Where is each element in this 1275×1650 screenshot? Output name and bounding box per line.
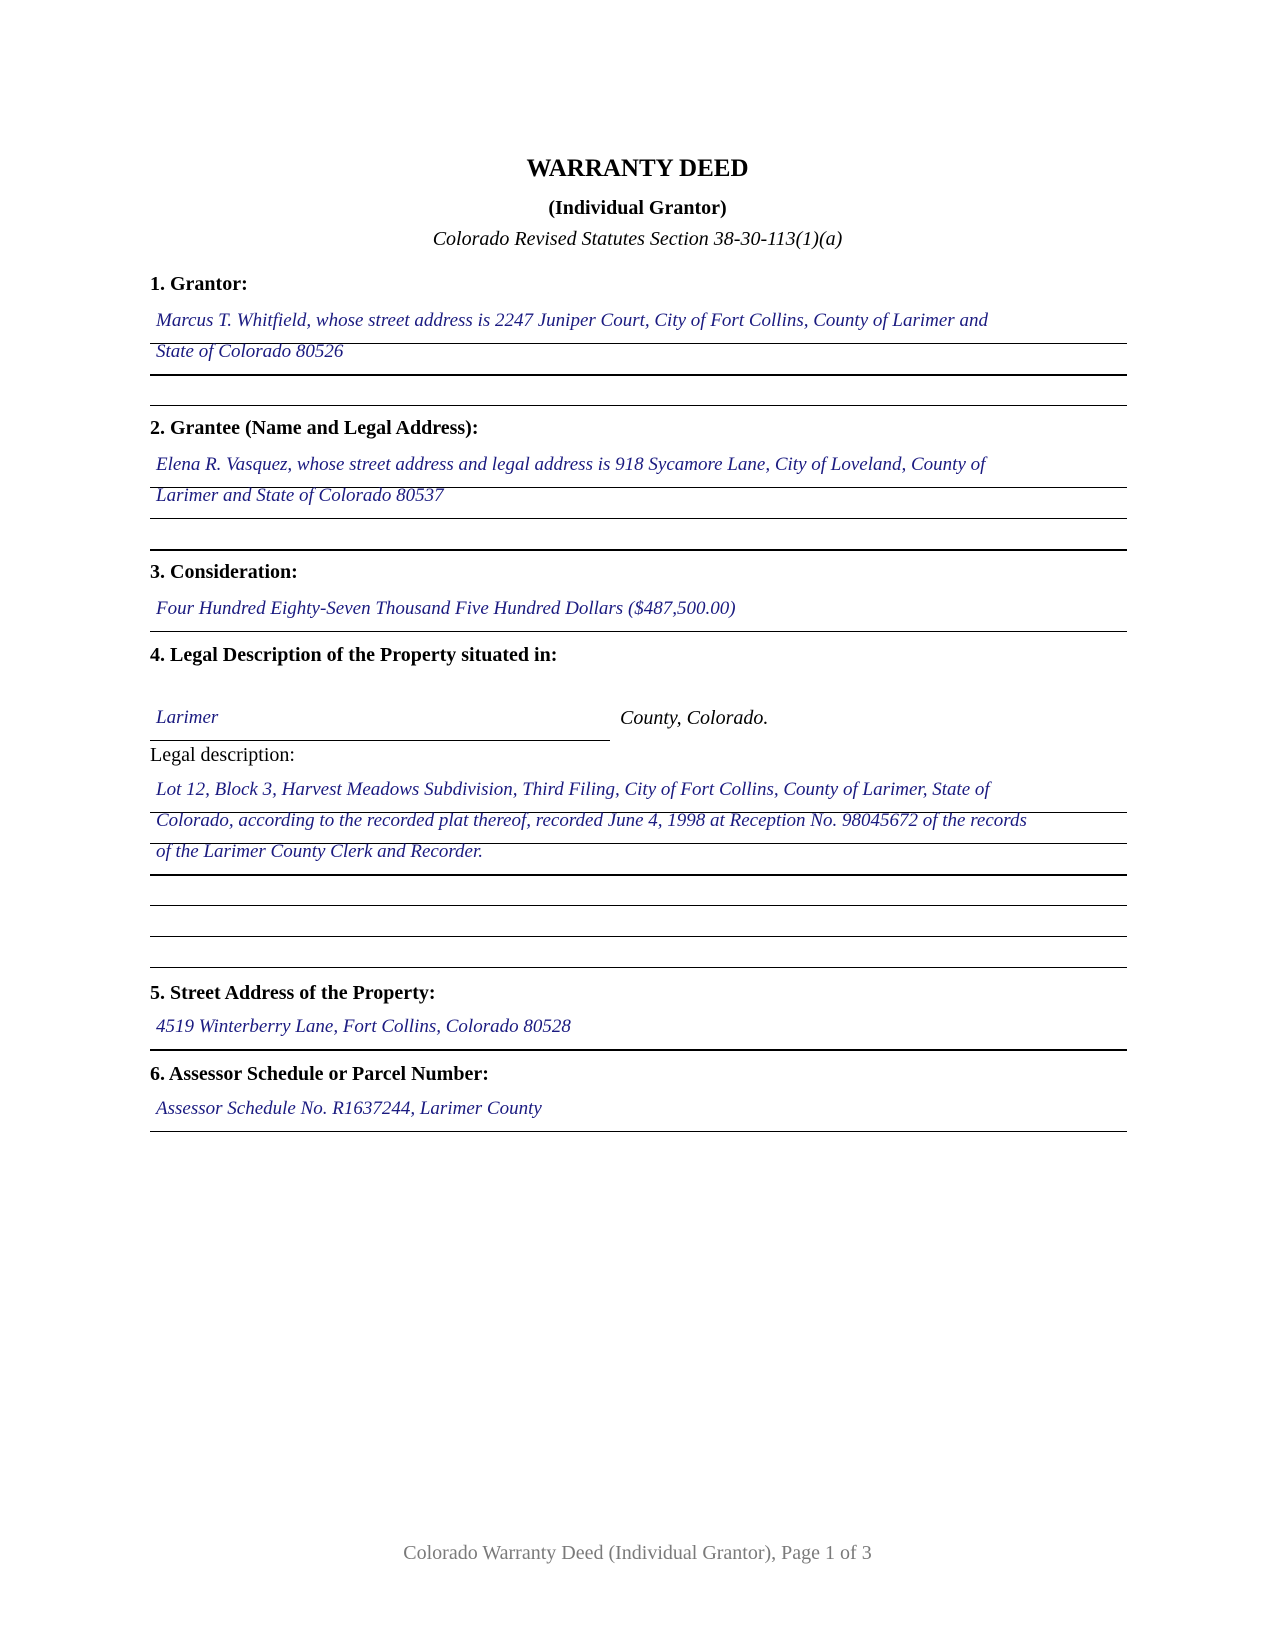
parcel-rule: [150, 1131, 1127, 1132]
county-suffix: County, Colorado.: [620, 707, 769, 729]
legal-description-rule-4: [150, 905, 1127, 906]
legal-description-line-3[interactable]: of the Larimer County Clerk and Recorder.: [156, 841, 484, 862]
street-address-rule: [150, 1049, 1127, 1051]
consideration-heading: 3. Consideration:: [150, 561, 298, 583]
consideration-value[interactable]: Four Hundred Eighty-Seven Thousand Five Hundred Dollars ($487,500.00): [156, 598, 736, 619]
document-title: WARRANTY DEED: [526, 155, 749, 182]
legal-description-rule-5: [150, 936, 1127, 937]
parcel-value[interactable]: Assessor Schedule No. R1637244, Larimer County: [156, 1098, 542, 1119]
statute-reference: Colorado Revised Statutes Section 38-30-113(1)(a): [432, 228, 843, 250]
legal-description-rule-6: [150, 967, 1127, 968]
legal-description-label: Legal description:: [150, 744, 295, 766]
grantor-heading: 1. Grantor:: [150, 273, 248, 295]
grantee-line-1[interactable]: Elena R. Vasquez, whose street address and legal address is 918 Sycamore Lane, City of Loveland, County of: [156, 454, 986, 475]
page-footer: Colorado Warranty Deed (Individual Grantor), Page 1 of 3: [403, 1542, 872, 1564]
legal-description-rule-3: [150, 874, 1127, 876]
legal-description-line-1[interactable]: Lot 12, Block 3, Harvest Meadows Subdivision, Third Filing, City of Fort Collins, County of Larimer, State of: [156, 779, 990, 800]
grantor-rule-3: [150, 405, 1127, 406]
county-rule: [150, 740, 610, 741]
legal-description-line-2[interactable]: Colorado, according to the recorded plat thereof, recorded June 4, 1998 at Reception No. 98045672 of the records: [156, 810, 1027, 831]
parcel-heading: 6. Assessor Schedule or Parcel Number:: [150, 1063, 489, 1085]
street-address-heading: 5. Street Address of the Property:: [150, 982, 436, 1004]
legal-description-heading: 4. Legal Description of the Property situated in:: [150, 644, 558, 666]
consideration-rule: [150, 631, 1127, 632]
document-subtitle: (Individual Grantor): [548, 197, 727, 219]
county-value[interactable]: Larimer: [156, 707, 219, 728]
grantor-rule-2: [150, 374, 1127, 376]
grantor-line-2[interactable]: State of Colorado 80526: [156, 341, 344, 362]
grantee-rule-2: [150, 518, 1127, 519]
grantee-line-2[interactable]: Larimer and State of Colorado 80537: [156, 485, 444, 506]
grantor-line-1[interactable]: Marcus T. Whitfield, whose street address is 2247 Juniper Court, City of Fort Collins, County of Larimer and: [156, 310, 988, 331]
grantee-heading: 2. Grantee (Name and Legal Address):: [150, 417, 479, 439]
street-address-value[interactable]: 4519 Winterberry Lane, Fort Collins, Colorado 80528: [156, 1016, 571, 1037]
grantee-rule-3: [150, 549, 1127, 551]
